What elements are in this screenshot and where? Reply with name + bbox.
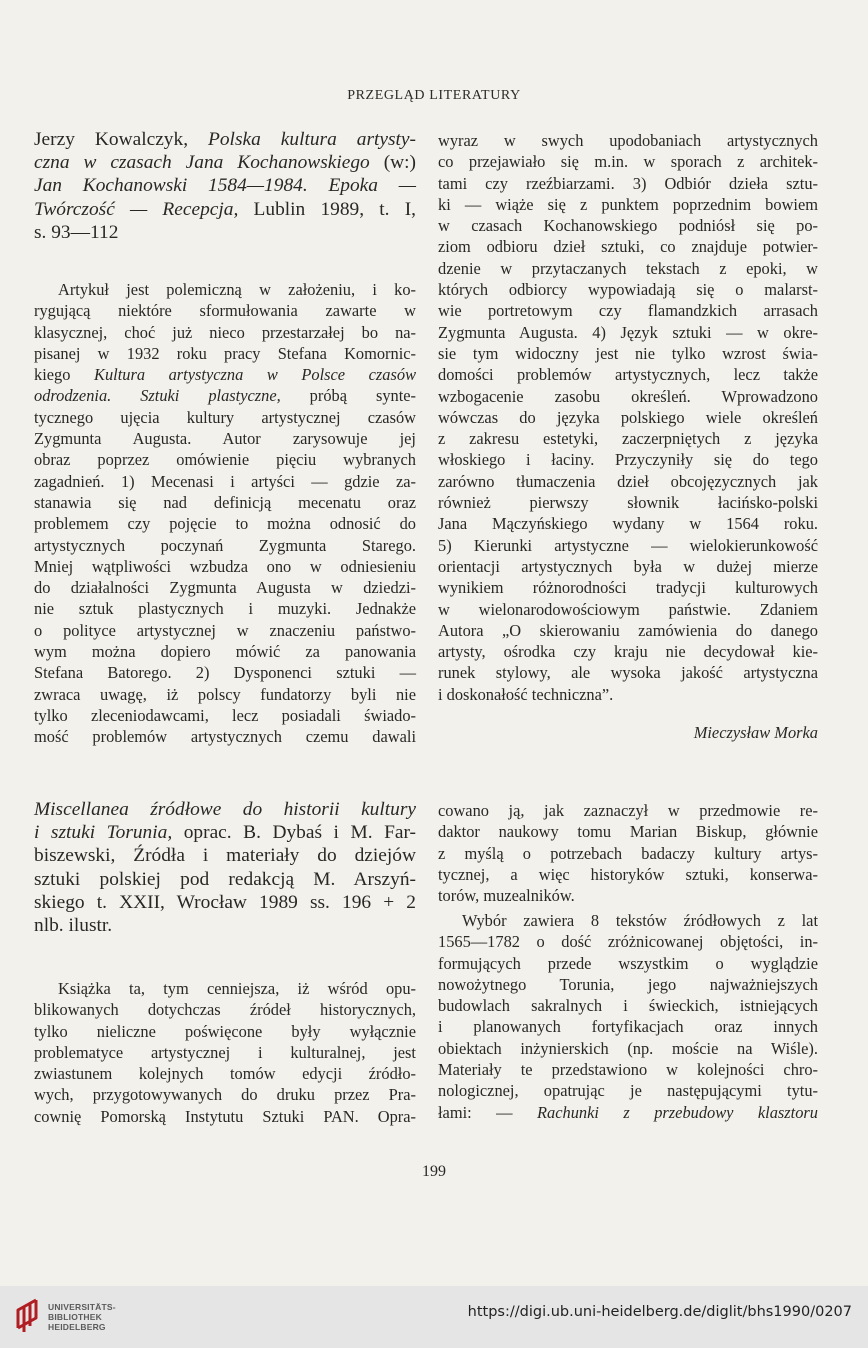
text-segment: próbą synte-	[280, 386, 417, 406]
text-line	[34, 535, 416, 556]
text-line	[438, 236, 818, 257]
text-line	[34, 821, 416, 844]
text-line	[438, 1016, 818, 1037]
text-line	[34, 471, 416, 492]
text-segment: obiektach inżynierskich (np. moście na Wiśle).	[438, 1038, 818, 1058]
text-line	[34, 1106, 416, 1127]
text-segment: 1565—1782 o dość zróżnicowanej objętości, in-	[438, 932, 818, 952]
text-line	[438, 995, 818, 1016]
text-segment: stanawia się nad definicją mecenatu oraz	[34, 492, 416, 512]
text-segment: formujących przede wszystkim o wyglądzie	[438, 953, 818, 973]
text-segment: których odbiorcy wypowiadają się o malarst-	[438, 280, 818, 300]
text-line	[34, 1063, 416, 1084]
text-segment: mość problemów artystycznych czemu dawali	[34, 727, 416, 747]
library-logo-text	[48, 1302, 116, 1332]
text-line	[34, 221, 416, 244]
text-line	[34, 322, 416, 343]
text-segment: wzbogacenie zasobu określeń. Wprowadzono	[438, 386, 818, 406]
text-line	[438, 577, 818, 598]
text-line	[438, 471, 818, 492]
text-segment: Książka ta, tym cenniejsza, iż wśród opu-	[58, 979, 416, 998]
text-segment: tycznego ujęcia kultury artystycznej czasów	[34, 407, 416, 427]
text-line	[34, 279, 416, 300]
text-line	[438, 910, 818, 931]
text-line	[438, 386, 818, 407]
text-segment: artysty, ośrodka czy kraju nie decydował kie-	[438, 642, 818, 662]
italic-segment: czna w czasach Jana Kochanowskiego	[34, 152, 370, 174]
text-line	[34, 705, 416, 726]
text-line	[34, 407, 416, 428]
text-segment: problematyce artystycznej i kulturalnej, jest	[34, 1042, 416, 1062]
text-line	[438, 300, 818, 321]
text-segment: Jana Mączyńskiego wydany w 1564 roku.	[438, 514, 818, 534]
review1-body-right	[438, 130, 818, 705]
text-line	[438, 322, 818, 343]
text-line	[438, 684, 818, 705]
text-segment: runek stylowy, ale wysoka jakość artystyczna	[438, 663, 818, 683]
text-line	[34, 844, 416, 867]
text-segment: cownię Pomorską Instytutu Sztuki PAN. Opra-	[34, 1106, 416, 1126]
italic-segment: i sztuki Torunia,	[34, 822, 173, 844]
text-line	[34, 513, 416, 534]
text-segment: w wielonarodowościowym państwie. Zdaniem	[438, 599, 818, 619]
text-line	[438, 864, 818, 885]
text-segment: wyraz w swych upodobaniach artystycznych	[438, 131, 818, 150]
text-line	[34, 684, 416, 705]
text-segment: Materiały te przedstawiono w kolejności chro-	[438, 1060, 818, 1080]
text-line	[438, 428, 818, 449]
text-segment: nologicznej, opatrując je następującymi tytu-	[438, 1081, 818, 1101]
text-line	[438, 258, 818, 279]
text-segment: s. 93—112	[34, 221, 119, 243]
library-logo[interactable]	[10, 1298, 120, 1338]
text-segment: tycznej, a więc historyków sztuki, konserwa-	[438, 864, 818, 884]
page-number: 199	[422, 1163, 446, 1180]
text-line	[34, 978, 416, 999]
text-line	[438, 1080, 818, 1101]
text-segment: artystycznych poczynań Zygmunta Starego.	[34, 535, 416, 555]
text-segment: tylko zleceniodawcami, lecz posiadali świado-	[34, 705, 416, 725]
text-line	[34, 1084, 416, 1105]
text-line	[34, 174, 416, 197]
text-line	[34, 1042, 416, 1063]
italic-segment: Miscellanea źródłowe do historii kultury	[34, 799, 416, 820]
footer-bar	[0, 1286, 868, 1348]
text-segment: Lublin 1989, t. I,	[238, 198, 417, 220]
text-segment: o polityce artystycznej w znaczeniu państwo-	[34, 620, 416, 640]
text-segment: sie tym widoczny jest nie tylko wzrost świa-	[438, 343, 818, 363]
italic-segment: Polska kultura artysty-	[208, 129, 416, 150]
italic-segment: Rachunki z przebudowy klasztoru	[537, 1102, 819, 1122]
text-line	[34, 343, 416, 364]
text-line	[34, 364, 416, 385]
text-segment: ziom odbioru dzieł sztuki, co znajduje potwier-	[438, 237, 818, 257]
text-segment: łami: —	[438, 1102, 538, 1122]
text-line	[34, 449, 416, 470]
text-segment: Stefana Batorego. 2) Dysponenci sztuki —	[34, 663, 416, 683]
text-line	[34, 891, 416, 914]
review2-body-left	[34, 978, 416, 1127]
text-line	[34, 577, 416, 598]
review1-signature-block	[438, 722, 818, 743]
logo-line: HEIDELBERG	[48, 1322, 106, 1332]
running-head: PRZEGLĄD LITERATURY	[347, 88, 521, 103]
logo-line: UNIVERSITÄTS-	[48, 1302, 116, 1312]
text-line	[34, 385, 416, 406]
text-line	[438, 513, 818, 534]
italic-segment: Jan Kochanowski 1584—1984. Epoka —	[34, 175, 416, 197]
text-line	[34, 662, 416, 683]
text-line	[34, 198, 416, 221]
text-line	[438, 885, 818, 906]
text-segment: zwraca uwagę, iż polscy fundatorzy byli nie	[34, 684, 416, 704]
text-line	[34, 300, 416, 321]
review2-body-right-p1	[438, 800, 818, 906]
text-line	[438, 1059, 818, 1080]
text-line	[34, 914, 416, 937]
text-segment: wie portretowym czy flamandzkich arrasach	[438, 301, 818, 321]
text-segment: (w:)	[369, 152, 416, 174]
text-segment: wym można dopiero mówić za panowania	[34, 642, 416, 662]
text-segment: z zakresu estetyki, zaczerpniętych z języka	[438, 429, 818, 449]
text-line	[438, 843, 818, 864]
text-line	[438, 1102, 818, 1123]
text-segment: budowlach sakralnych i świeckich, istniejących	[438, 996, 818, 1016]
text-segment: Wybór zawiera 8 tekstów źródłowych z lat	[462, 911, 818, 930]
text-segment: Jerzy Kowalczyk,	[34, 129, 209, 150]
text-segment: również pierwszy słownik łacińsko-polski	[438, 493, 818, 513]
text-segment: ki — wiąże się z punktem poprzednim bowiem	[438, 194, 818, 214]
review2-body-right-p2	[438, 910, 818, 1123]
text-segment: zagadnień. 1) Mecenasi i artyści — gdzie za-	[34, 471, 416, 491]
text-segment: sztuki polskiej pod redakcją M. Arszyń-	[34, 868, 416, 890]
text-line	[438, 620, 818, 641]
text-segment: daktor naukowy tomu Marian Biskup, głównie	[438, 822, 818, 842]
text-segment: problemem czy pojęcie to można odnosić do	[34, 514, 416, 534]
text-line	[438, 449, 818, 470]
text-segment: zwiastunem kolejnych tomów edycji źródło-	[34, 1064, 416, 1084]
text-segment: Mniej wątpliwości wzbudza ono w odniesieniu	[34, 556, 416, 576]
text-segment: nlb. ilustr.	[34, 914, 113, 936]
permalink-url[interactable]: https://digi.ub.uni-heidelberg.de/diglit/bhs1990/0207	[467, 1304, 852, 1320]
text-segment: oprac. B. Dybaś i M. Far-	[172, 822, 416, 844]
text-line	[34, 1021, 416, 1042]
text-line	[34, 798, 416, 821]
text-segment: tylko nieliczne poświęcone były wyłącznie	[34, 1021, 416, 1041]
text-segment: włoskiego i łaciny. Przyczyniły się do tego	[438, 450, 818, 470]
text-line	[438, 194, 818, 215]
text-segment: klasycznej, choć już nieco przestarzałej bo na-	[34, 322, 416, 342]
review2-heading	[34, 798, 416, 937]
text-line	[438, 215, 818, 236]
text-segment: tami czy rzeźbiarzami. 3) Odbiór dzieła sztu-	[438, 173, 818, 193]
text-segment: torów, muzealników.	[438, 886, 575, 906]
text-line	[438, 599, 818, 620]
italic-segment: odrodzenia. Sztuki plastyczne,	[34, 386, 281, 406]
review1-signature: Mieczysław Morka	[693, 723, 818, 742]
text-line	[438, 407, 818, 428]
text-line	[34, 151, 416, 174]
text-line	[34, 428, 416, 449]
text-segment: nowożytnego Torunia, jego najważniejszych	[438, 974, 818, 994]
text-segment: dzenie w przytaczanych tekstach z epoki, w	[438, 258, 818, 278]
text-segment: co przejawiało się m.in. w sporach z architek-	[438, 152, 818, 172]
text-line	[438, 556, 818, 577]
text-segment: wówczas do języka polskiego wiele określeń	[438, 407, 818, 427]
text-line	[438, 492, 818, 513]
text-line	[34, 726, 416, 747]
text-segment: pisanej w 1932 roku pracy Stefana Komornic-	[34, 343, 416, 363]
text-segment: rygującą niektóre sformułowania zawarte w	[34, 301, 416, 321]
text-line	[34, 556, 416, 577]
text-segment: zarówno tłumaczenia dzieł obcojęzycznych jak	[438, 471, 818, 491]
text-line	[438, 974, 818, 995]
library-logo-icon	[10, 1298, 40, 1334]
text-line	[438, 130, 818, 151]
text-segment: i planowanych fortyfikacjach oraz innych	[438, 1017, 818, 1037]
text-line	[438, 931, 818, 952]
text-line	[438, 953, 818, 974]
text-line	[438, 662, 818, 683]
text-line	[34, 620, 416, 641]
review1-body-left	[34, 279, 416, 748]
text-line	[438, 1038, 818, 1059]
text-line	[438, 535, 818, 556]
text-segment: Autora „O skierowaniu zamówienia do danego	[438, 620, 818, 640]
text-line	[438, 343, 818, 364]
text-segment: z myślą o potrzebach badaczy kultury artys-	[438, 843, 818, 863]
text-line	[438, 821, 818, 842]
text-segment: skiego t. XXII, Wrocław 1989 ss. 196 + 2	[34, 891, 416, 913]
text-segment: w czasach Kochanowskiego podniósł się po-	[438, 216, 818, 236]
text-segment: i doskonałość techniczna”.	[438, 684, 614, 704]
text-line	[34, 128, 416, 151]
text-segment: Zygmunta Augusta. 4) Język sztuki — w okre-	[438, 322, 818, 342]
text-segment: Artykuł jest polemiczną w założeniu, i ko-	[58, 280, 416, 299]
text-line	[34, 598, 416, 619]
text-segment: 5) Kierunki artystyczne — wielokierunkowość	[438, 535, 818, 555]
text-segment: blikowanych dotychczas źródeł historycznych,	[34, 1000, 416, 1020]
text-line	[438, 151, 818, 172]
text-segment: do działalności Zygmunta Augusta w dziedzi-	[34, 578, 416, 598]
text-segment: obraz poprzez omówienie pięciu wybranych	[34, 450, 416, 470]
text-segment: Zygmunta Augusta. Autor zarysowuje jej	[34, 429, 416, 449]
text-line	[34, 868, 416, 891]
italic-segment: Kultura artystyczna w Polsce czasów	[94, 365, 417, 385]
text-line	[438, 364, 818, 385]
logo-line: BIBLIOTHEK	[48, 1312, 102, 1322]
text-line	[438, 173, 818, 194]
italic-segment: Twórczość — Recepcja,	[34, 198, 239, 220]
text-line	[438, 279, 818, 300]
text-segment: domości problemów artystycznych, lecz także	[438, 365, 818, 385]
review1-heading	[34, 128, 416, 244]
text-line	[34, 641, 416, 662]
text-segment: cowano ją, jak zaznaczył w przedmowie re-	[438, 801, 818, 820]
text-segment: nie sztuk plastycznych i muzyki. Jednakże	[34, 599, 416, 619]
text-line	[34, 999, 416, 1020]
text-segment: wych, przygotowywanych do druku przez Pra-	[34, 1085, 416, 1105]
text-line	[438, 641, 818, 662]
text-segment: kiego	[34, 365, 95, 385]
text-line	[438, 800, 818, 821]
text-segment: biszewski, Źródła i materiały do dziejów	[34, 845, 416, 867]
text-line	[34, 492, 416, 513]
text-segment: wynikiem różnorodności tradycji kulturowych	[438, 578, 818, 598]
text-segment: orientacji artystycznych była w dużej mierze	[438, 556, 818, 576]
